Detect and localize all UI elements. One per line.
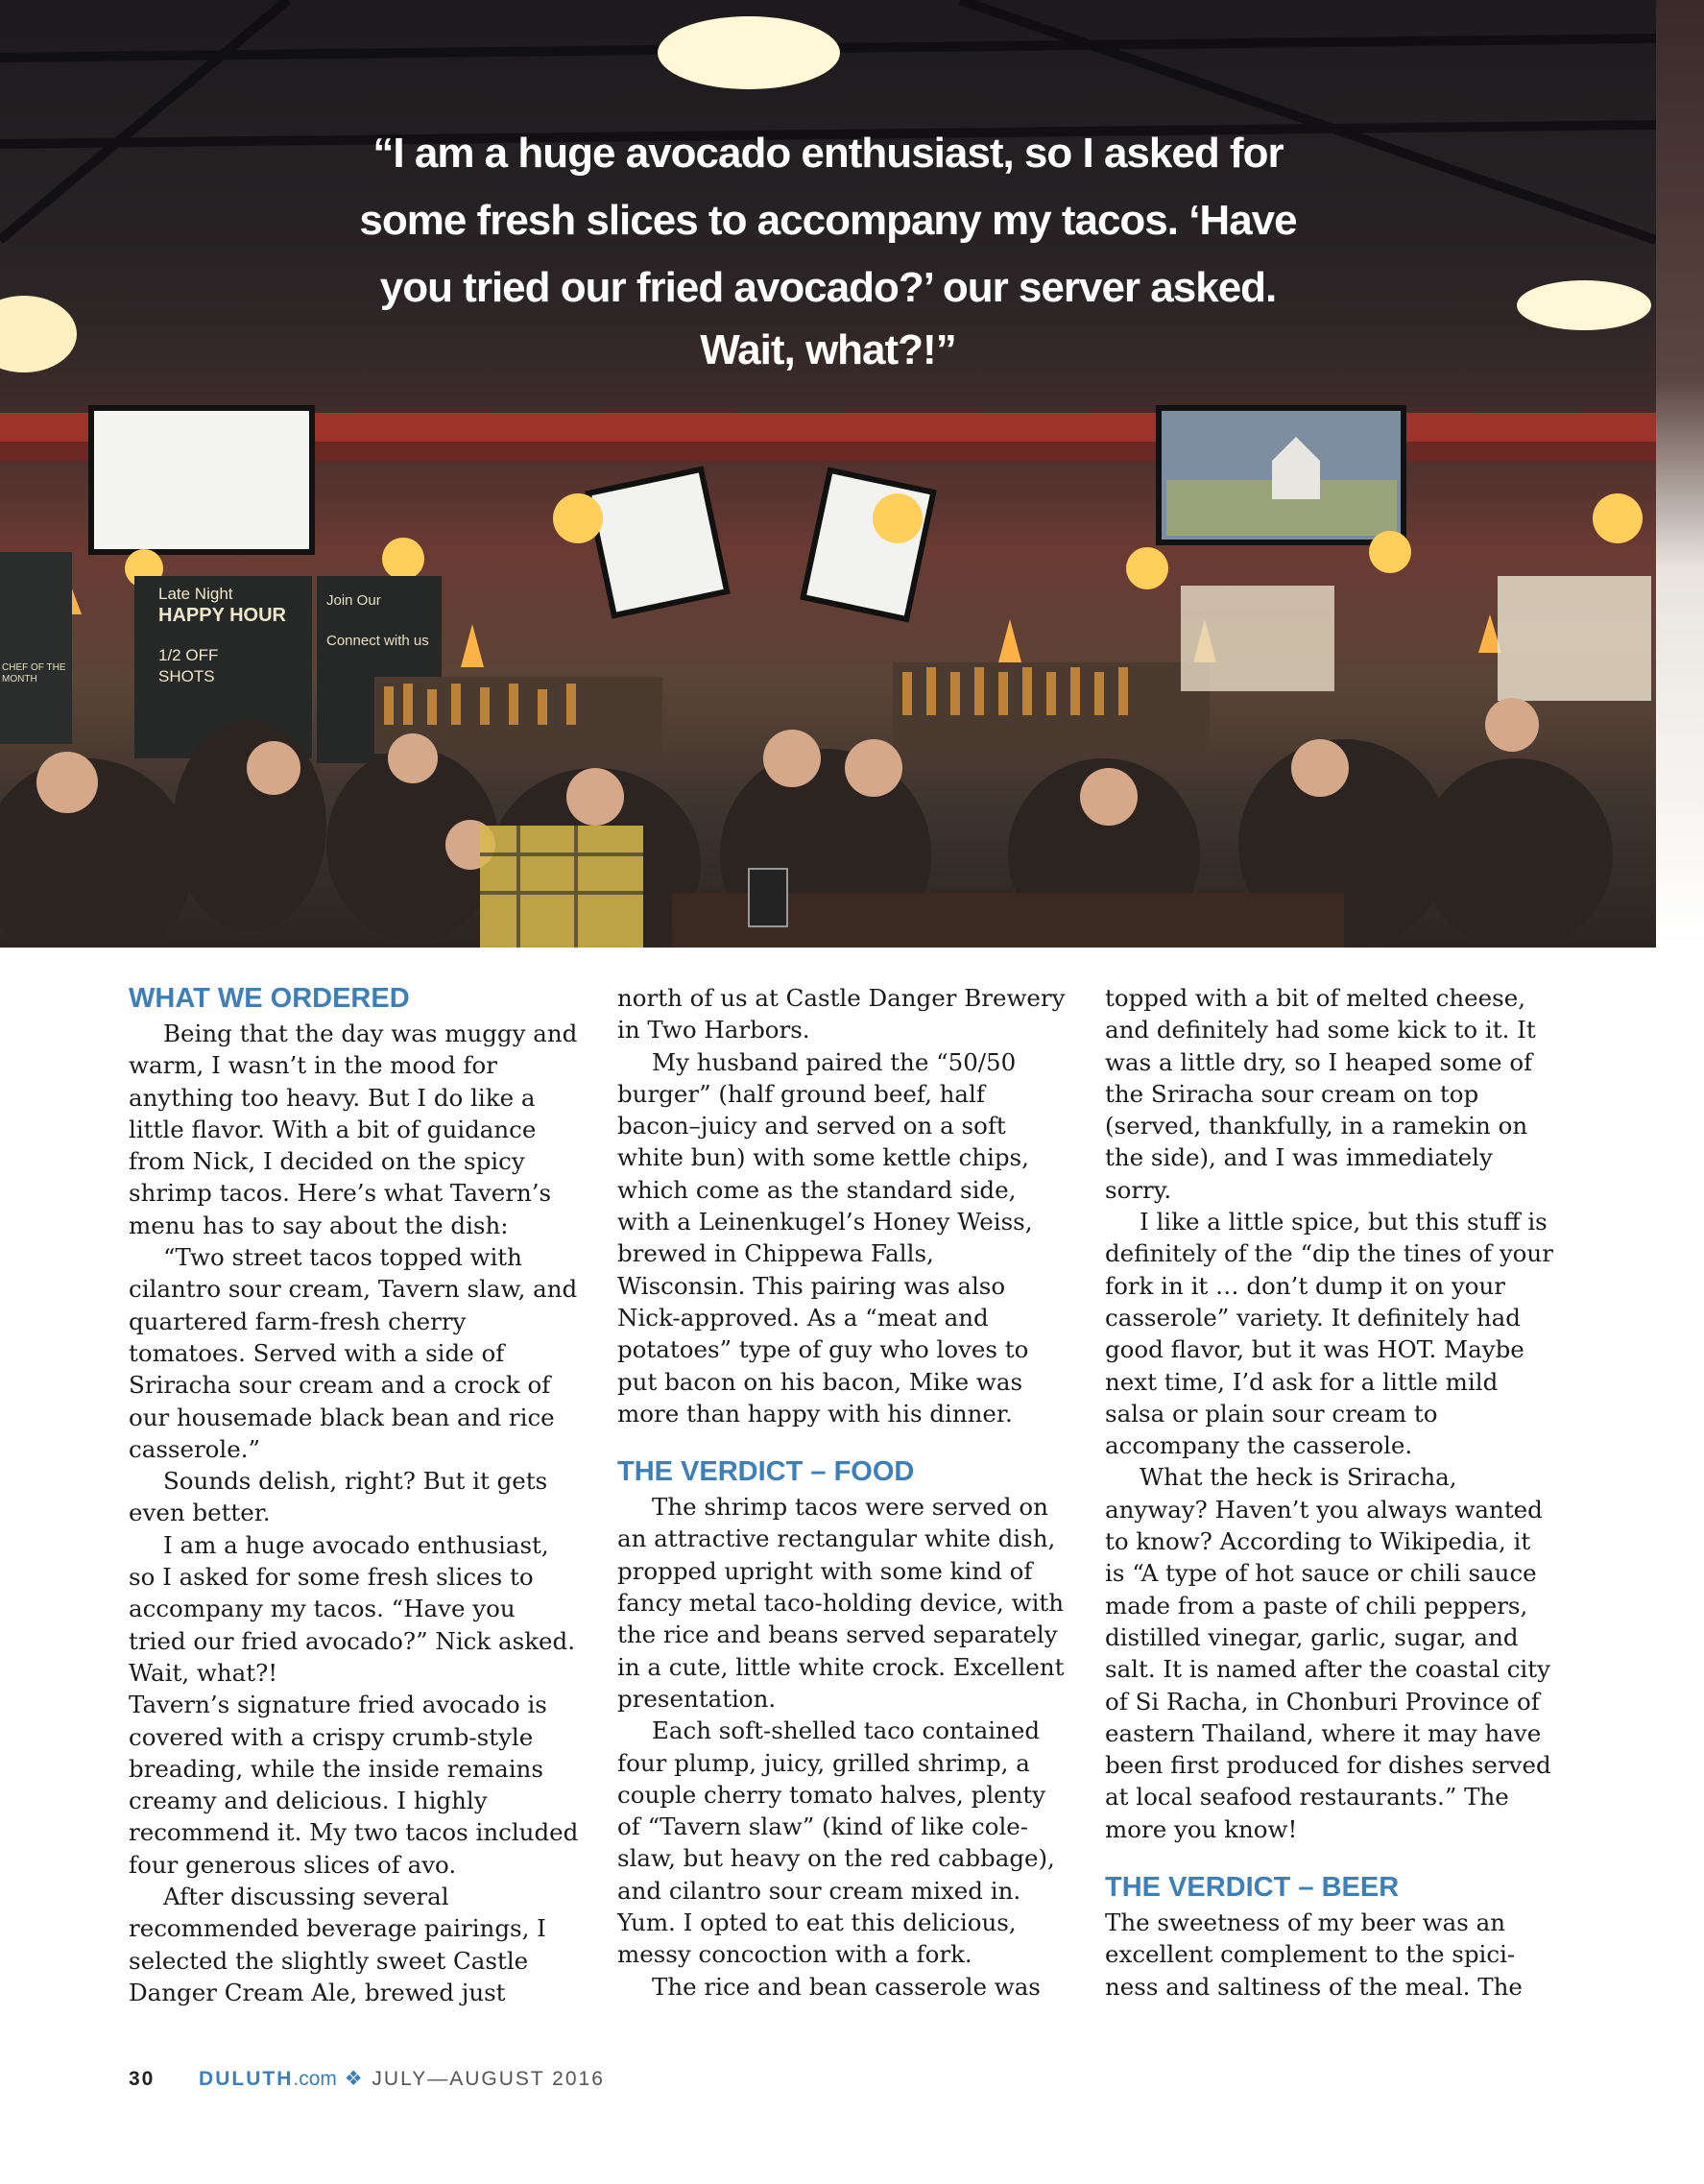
chalkboard-line: HAPPY HOUR xyxy=(158,605,286,626)
chalkboard-line: Late Night xyxy=(158,585,233,603)
issue-date: JULY—AUGUST 2016 xyxy=(372,2068,605,2090)
chalkboard-chef xyxy=(2,662,74,685)
body-paragraph: topped with a bit of melted cheese, and definitely had some kick to it. It was a little dry, so I heaped some of the Sriracha sour cream on top (served, thankfully, in a ramekin on the side), and I was immediately sorry. xyxy=(1105,984,1536,1204)
chalkboard-line: 1/2 OFF xyxy=(158,646,219,664)
body-paragraph: The rice and bean casserole was xyxy=(652,1972,1041,2001)
hero-photo xyxy=(0,0,1656,948)
body-paragraph: What the heck is Sriracha, anyway? Haven’t you always wanted to know? According to Wikipedia, it is “A type of hot sauce or chili sauce made from a paste of chili peppers, distilled vinegar, garlic, sugar, and salt. It is named after the coastal city of Si Racha, in Chonburi Province of eastern Thailand, where it may have been first produced for dishes served at local seafood restaurants.” The more you know! xyxy=(1105,1463,1551,1843)
photo-edge xyxy=(1656,0,1704,948)
section-gap xyxy=(617,1429,1068,1452)
column-middle xyxy=(617,982,1068,2003)
chalkboard-line: SHOTS xyxy=(158,667,215,685)
chalkboard-line: Connect with us xyxy=(326,633,429,649)
chalkboard-line: Join Our xyxy=(326,592,381,609)
page-footer xyxy=(129,2067,605,2091)
body-paragraph: Each soft-shelled taco contained four plump, juicy, grilled shrimp, a couple cherry tomato halves, plenty of “Tavern slaw” (kind of like cole-slaw, but heavy on the red cabbage), and cilantro sour cream mixed in. Yum. I opted to eat this delicious, messy concoction with a fork. xyxy=(617,1716,1055,1969)
pull-quote-line: Wait, what?!” xyxy=(700,326,956,373)
column-right xyxy=(1105,982,1556,2003)
section-heading-verdict-beer: THE VERDICT – BEER xyxy=(1105,1872,1400,1904)
body-paragraph: I am a huge avocado enthusiast, so I asked for some fresh slices to accompany my tacos. “Have you tried our fried avocado?” Nick asked. Wait, what?! xyxy=(129,1530,576,1687)
body-paragraph: The sweetness of my beer was an excellent complement to the spici-ness and saltiness of the meal. The xyxy=(1105,1908,1523,2001)
body-paragraph: I like a little spice, but this stuff is definitely of the “dip the tines of your fork in it … don’t dump it on your casserole” variety. It definitely had good flavor, but it was HOT. Maybe next time, I’d ask for a little mild salsa or plain sour cream to accompany the casserole. xyxy=(1105,1208,1553,1460)
publication-brand-suffix: .com xyxy=(293,2068,337,2090)
pull-quote-line: you tried our fried avocado?’ our server asked. xyxy=(379,264,1277,311)
chalkboard-happy-hour xyxy=(158,584,312,687)
body-paragraph: Tavern’s signature fried avocado is covered with a crispy crumb-style breading, while the inside remains creamy and delicious. I highly recommend it. My two tacos included four generous slices of avo. xyxy=(129,1691,579,1879)
section-heading-verdict-food: THE VERDICT – FOOD xyxy=(617,1456,915,1488)
section-heading-what-we-ordered: WHAT WE ORDERED xyxy=(129,983,410,1014)
body-paragraph: After discussing several recommended beverage pairings, I selected the slightly sweet Castle Danger Cream Ale, brewed just xyxy=(129,1883,546,2006)
chalkboard-line: CHEF OF THE MONTH xyxy=(2,662,66,684)
body-paragraph: north of us at Castle Danger Brewery in Two Harbors. xyxy=(617,984,1066,1044)
pull-quote-line: “I am a huge avocado enthusiast, so I asked for xyxy=(372,130,1284,177)
body-paragraph: My husband paired the “50/50 burger” (half ground beef, half bacon–juicy and served on a soft white bun) with some kettle chips, which come as the standard side, with a Leinenkugel’s Honey Weiss, brewed in Chippewa Falls, Wisconsin. This pairing was also Nick-approved. As a “meat and potatoes” type of guy who loves to put bacon on his bacon, Mike was more than happy with his dinner. xyxy=(617,1047,1033,1428)
chalkboard-social xyxy=(326,590,437,652)
body-paragraph: Being that the day was muggy and warm, I wasn’t in the mood for anything too heavy. But I do like a little flavor. With a bit of guidance from Nick, I decided on the spicy shrimp tacos. Here’s what Tavern’s menu has to say about the dish: xyxy=(129,1020,578,1239)
pull-quote-line: some fresh slices to accompany my tacos. ‘Have xyxy=(359,197,1297,244)
separator-icon: ❖ xyxy=(344,2068,365,2090)
body-paragraph: “Two street tacos topped with cilantro sour cream, Tavern slaw, and quartered farm-fresh cherry tomatoes. Served with a side of Sriracha sour cream and a crock of our housemade black bean and rice casserole.” xyxy=(129,1243,578,1463)
page-number: 30 xyxy=(129,2068,156,2090)
section-gap xyxy=(1105,1845,1556,1868)
body-paragraph: Sounds delish, right? But it gets even better. xyxy=(129,1467,548,1527)
column-left xyxy=(129,979,580,2008)
body-paragraph: The shrimp tacos were served on an attractive rectangular white dish, propped upright with some kind of fancy metal taco-holding device, with the rice and beans served separately in a cute, little white crock. Excellent presentation. xyxy=(617,1493,1065,1713)
publication-brand: DULUTH xyxy=(199,2068,294,2090)
